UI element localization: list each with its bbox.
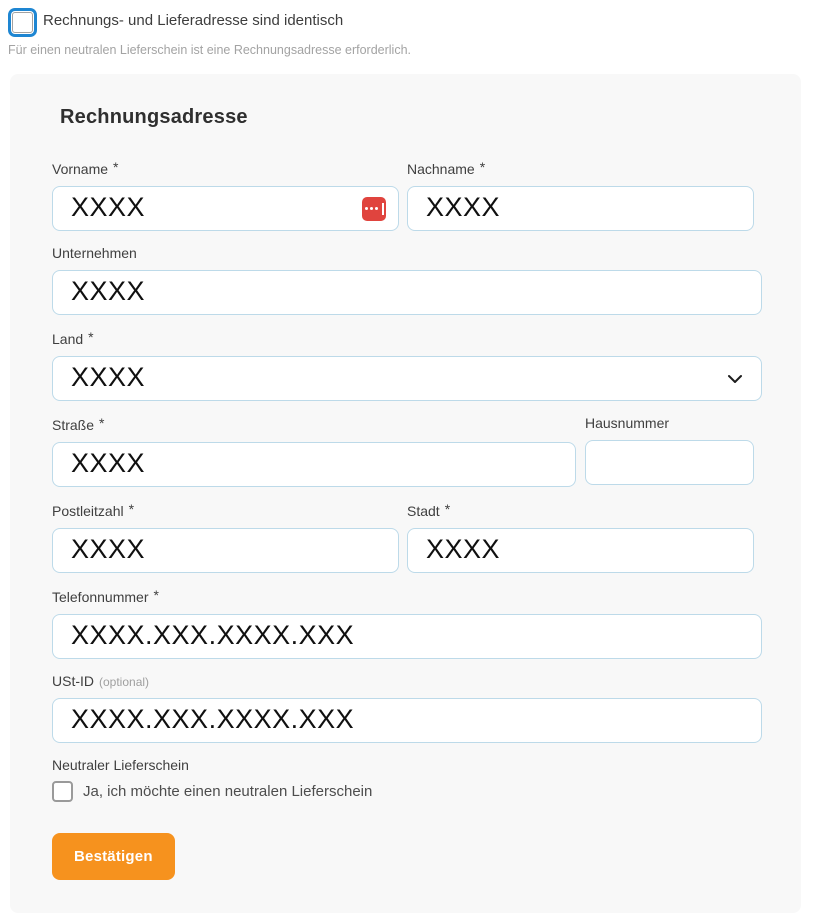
vorname-input[interactable]	[52, 186, 399, 231]
stadt-value: XXXX	[426, 534, 501, 564]
nachname-label-text: Nachname	[407, 161, 475, 177]
unternehmen-input[interactable]	[52, 270, 762, 315]
ustid-input[interactable]	[52, 698, 762, 743]
strasse-label	[52, 415, 576, 433]
field-postleitzahl	[52, 501, 399, 573]
optional-marker: (optional)	[99, 675, 150, 689]
neutral-delivery-helper-text: Für einen neutralen Lieferschein ist eine Rechnungsadresse erforderlich.	[8, 43, 412, 57]
autofill-dot	[365, 207, 368, 210]
vorname-label	[52, 159, 399, 177]
nachname-label	[407, 159, 754, 177]
strasse-value: XXXX	[71, 448, 146, 478]
required-marker: *	[479, 159, 486, 175]
unternehmen-label: Unternehmen	[52, 245, 137, 261]
confirm-button[interactable]: Bestätigen	[52, 833, 175, 880]
field-stadt	[407, 501, 754, 573]
unternehmen-value: XXXX	[71, 276, 146, 306]
autofill-dot	[375, 207, 378, 210]
field-strasse	[52, 415, 576, 487]
autofill-caret	[382, 203, 384, 215]
ustid-label	[52, 673, 762, 689]
password-manager-autofill-icon[interactable]	[362, 197, 386, 221]
postleitzahl-label-text: Postleitzahl	[52, 503, 124, 519]
required-marker: *	[113, 159, 119, 175]
land-value: XXXX	[71, 362, 146, 392]
field-nachname	[407, 159, 754, 231]
billing-address-title: Rechnungsadresse	[60, 106, 248, 128]
strasse-label-text: Straße	[52, 417, 95, 433]
required-marker: *	[444, 501, 451, 517]
chevron-down-icon	[727, 374, 743, 384]
field-land	[52, 329, 762, 401]
postleitzahl-input[interactable]	[52, 528, 399, 573]
vorname-value: XXXX	[71, 192, 146, 222]
field-telefonnummer	[52, 587, 762, 659]
ustid-label-text: USt-ID	[52, 673, 94, 689]
neutral-delivery-note-checkbox[interactable]	[52, 781, 73, 802]
neutral-delivery-note-checkbox-label[interactable]: Ja, ich möchte einen neutralen Lieferschein	[83, 783, 373, 800]
field-unternehmen	[52, 245, 762, 315]
neutral-delivery-note-label: Neutraler Lieferschein	[52, 757, 189, 773]
stadt-label	[407, 501, 754, 519]
postleitzahl-label	[52, 501, 399, 519]
hausnummer-input[interactable]	[585, 440, 754, 485]
required-marker: *	[128, 501, 135, 517]
identical-address-checkbox[interactable]	[12, 12, 33, 33]
billing-address-card	[10, 74, 801, 913]
field-vorname	[52, 159, 399, 231]
stadt-input[interactable]	[407, 528, 754, 573]
autofill-dot	[370, 207, 373, 210]
top-section	[0, 0, 815, 57]
required-marker: *	[153, 587, 159, 603]
field-ustid	[52, 673, 762, 743]
telefonnummer-label	[52, 587, 762, 605]
nachname-input[interactable]	[407, 186, 754, 231]
identical-address-label[interactable]: Rechnungs- und Lieferadresse sind identisch	[43, 12, 344, 29]
required-marker: *	[88, 329, 94, 345]
ustid-value: XXXX.XXX.XXXX.XXX	[71, 704, 355, 734]
land-select[interactable]	[52, 356, 762, 401]
land-label-text: Land	[52, 331, 84, 347]
required-marker: *	[99, 415, 105, 431]
telefonnummer-input[interactable]	[52, 614, 762, 659]
field-hausnummer	[585, 415, 754, 487]
stadt-label-text: Stadt	[407, 503, 440, 519]
postleitzahl-value: XXXX	[71, 534, 146, 564]
nachname-value: XXXX	[426, 192, 501, 222]
hausnummer-label: Hausnummer	[585, 415, 670, 431]
telefonnummer-value: XXXX.XXX.XXXX.XXX	[71, 620, 355, 650]
strasse-input[interactable]	[52, 442, 576, 487]
vorname-label-text: Vorname	[52, 161, 109, 177]
land-label	[52, 329, 762, 347]
telefonnummer-label-text: Telefonnummer	[52, 589, 149, 605]
